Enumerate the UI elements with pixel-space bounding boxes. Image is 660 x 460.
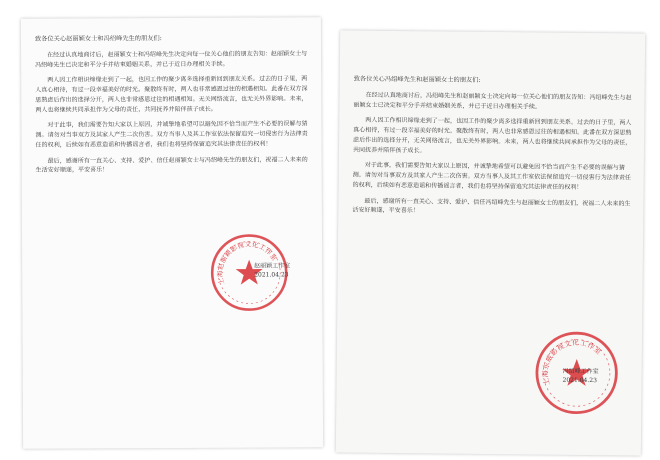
letter-paragraph: 最后，感谢所有一直关心、支持、爱护、信任冯绍峰先生与赵丽颖女士的朋友们，祝福二人未来的生活安好顺遂，平安喜乐！ xyxy=(352,197,631,215)
letter-paragraph: 对于此事，我们需要告知大家以上原因，并诚挚地希望可以避免因不恰当而产生不必要的误解与猜测。请勿对当事双方及其家人产生二次伤害。双方当事人及其工作室依法保留追究一切侵害行为法律责任的权利，后续如有恶意造谣和传播谣言者，我们也将坚持保留追究其法律责任的权利！ xyxy=(352,162,632,191)
signature-studio: 冯绍峰工作室 xyxy=(562,367,599,376)
signature-block xyxy=(254,261,290,279)
letter-paragraph: 对于此事，我们需要告知大家以上原因，并诚挚地希望可以避免因不恰当而产生不必要的误解与猜测。请勿对当事双方及其家人产生二次伤害。双方当事人及其工作室依法保留追究一切侵害行为法律责任的权利，后续如有恶意造谣和传播谣言者，我们也将坚持保留追究其法律责任的权利！ xyxy=(35,120,308,149)
letter-greeting: 致各位关心冯绍峰先生和赵丽颖女士的朋友们: xyxy=(353,75,481,84)
letter-greeting: 致各位关心赵丽颖女士和冯绍峰先生的朋友们: xyxy=(34,35,162,43)
letter-body xyxy=(352,75,633,225)
letter-paragraph: 最后，感谢所有一直关心、支持、爱护、信任赵丽颖女士与冯绍峰先生的朋友们，祝福二人未来的生活安好顺遂，平安喜乐！ xyxy=(35,155,308,174)
letter-body xyxy=(35,33,310,181)
svg-text:上海赵丽颖影视文化工作室: 上海赵丽颖影视文化工作室 xyxy=(216,240,279,286)
signature-date: 2021.04.23 xyxy=(562,376,597,385)
letter-paragraph: 两人因工作相识缔缘走到了一起，也因工作的聚少离多选择重新回到朋友关系。过去的日子里，两人真心相待，有过一段幸福美好的时光。聚散终有时，两人也非常感恩过往的相遇相知。此番在双方深思熟虑后作出的选择分开，无关网络流言，也无关外界影响。未来，两人也将继续共同承担作为父母的责任，共同抚养并陪伴孩子成长。 xyxy=(352,117,632,154)
statement-page-left xyxy=(21,17,323,449)
signature-studio: 赵丽颖工作室 xyxy=(254,262,291,270)
signature-date: 2021.04.23 xyxy=(254,271,289,279)
signature-block xyxy=(563,367,599,385)
statement-page-right xyxy=(336,30,645,455)
letter-paragraph: 在经过认真地商讨后，冯绍峰先生和赵丽颖女士决定向每一位关心他们的朋友告知：冯绍峰先生与赵丽颖女士已决定和平分手并结束婚姻关系，并已于近日办理相关手续。 xyxy=(353,91,632,111)
letter-paragraph: 在经过认真地商讨后，赵丽颖女士和冯绍峰先生决定向每一位关心他们的朋友告知：赵丽颖女士与冯绍峰先生已决定和平分手并结束婚姻关系，并已于近日办理相关手续。 xyxy=(35,50,308,69)
letter-paragraph: 两人因工作相识缔缘走到了一起，也因工作的聚少离多选择重新回到朋友关系。过去的日子里，两人真心相待，有过一段幸福美好的时光。聚散终有时，两人也非常感恩过往的相遇相知。此番在双方深思熟虑后作出的选择分开，两人也非常感恩过往的相遇相知。无关网络流言，也无关外界影响。未来，两人也将继续共同承担作为父母的责任，共同抚养并陪伴孩子成长。 xyxy=(35,75,308,114)
svg-text:上海东威影视文化工作室: 上海东威影视文化工作室 xyxy=(541,338,604,387)
